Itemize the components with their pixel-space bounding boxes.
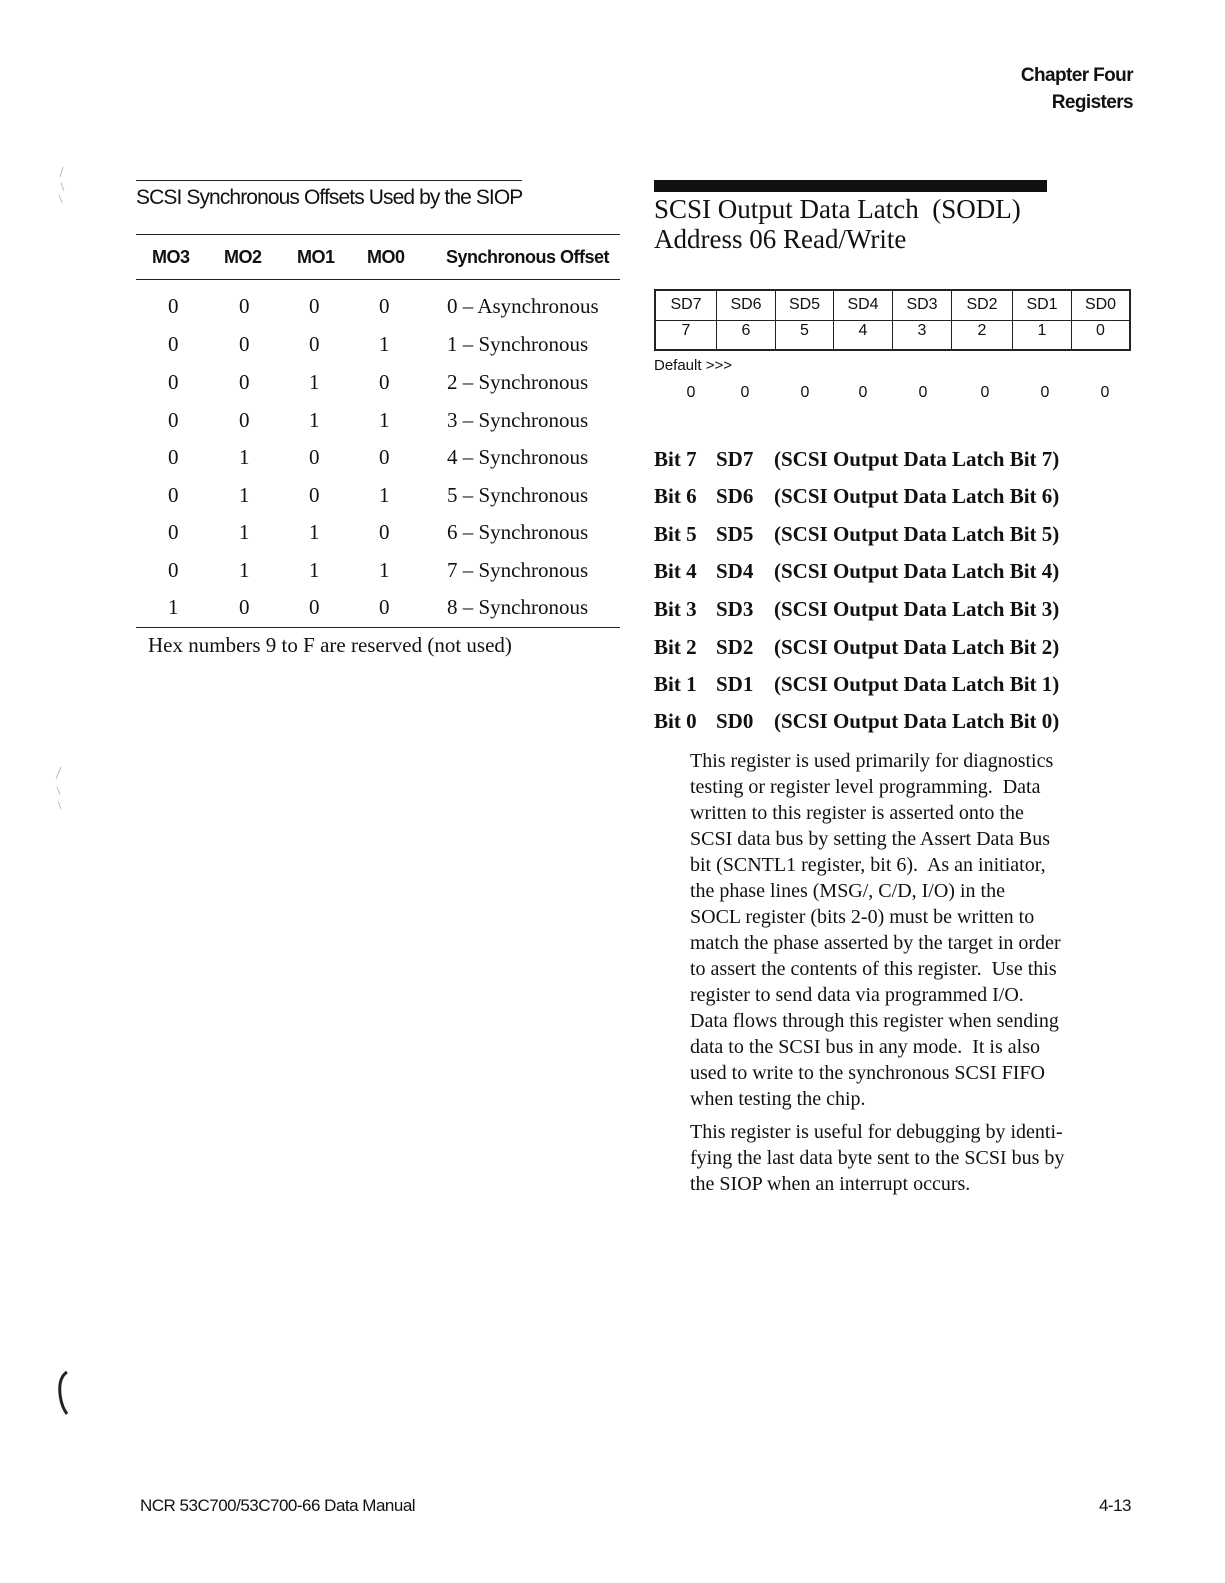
default-value: 0 [800,384,810,401]
page-number: 4-13 [1098,1496,1131,1515]
register-heading [654,194,1021,254]
bit-mnemonic: SD0 [716,709,754,733]
table-row [140,332,620,370]
bit-number: 2 [977,322,987,339]
cell-mo1: 0 [309,445,320,469]
cell-mo3: 0 [168,332,179,356]
text-line: written to this register is asserted onto the [690,802,1024,824]
table-note: Hex numbers 9 to F are reserved (not used) [148,633,512,657]
bit-name: SD1 [1026,296,1058,313]
text-line: the SIOP when an interrupt occurs. [690,1173,971,1195]
cell-mo0: 0 [379,595,390,619]
cell-mo1: 1 [309,370,320,394]
text-line: data to the SCSI bus in any mode. It is also [690,1036,1040,1058]
cell-mo3: 0 [168,520,179,544]
cell-offset: 6 – Synchronous [447,520,589,544]
cell-mo0: 1 [379,332,390,356]
bit-label: Bit 3 [654,597,697,621]
cell-mo1: 1 [309,408,320,432]
bit-name: SD0 [1084,296,1117,313]
table-row [140,558,620,596]
cell-mo3: 0 [168,370,179,394]
bit-mnemonic: SD3 [716,597,754,621]
bit-meaning: (SCSI Output Data Latch Bit 3) [774,597,1060,621]
bit-cell [776,291,834,349]
table-top-rule [136,234,620,235]
bit-cell [1072,291,1129,349]
cell-mo3: 0 [168,445,179,469]
chapter-header [1021,62,1133,116]
default-value: 0 [980,384,990,401]
default-value: 0 [918,384,928,401]
cell-offset: 0 – Asynchronous [447,294,599,318]
bit-meaning: (SCSI Output Data Latch Bit 7) [774,447,1060,471]
table-bottom-rule [136,627,620,628]
bit-label: Bit 7 [654,447,697,471]
col-header-mo0: MO0 [367,247,405,267]
default-value: 0 [858,384,868,401]
cell-mo1: 0 [309,332,320,356]
cell-mo3: 0 [168,483,179,507]
register-usage-paragraph [690,1119,1140,1197]
bit-mnemonic: SD1 [716,672,754,696]
bit-cell [893,291,952,349]
cell-offset: 8 – Synchronous [447,595,589,619]
bit-number: 4 [858,322,868,339]
table-row [140,445,620,483]
table-row [140,408,620,446]
col-header-mo1: MO1 [297,247,335,267]
bit-mnemonic: SD6 [716,484,754,508]
cell-mo0: 0 [379,445,390,469]
bit-cell [717,291,776,349]
header-rule [136,279,620,280]
cell-mo3: 1 [168,595,179,619]
bit-number: 3 [917,322,927,339]
bit-number: 0 [1096,322,1105,339]
text-line: testing or register level programming. Data [690,776,1041,798]
cell-mo0: 1 [379,408,390,432]
default-value: 0 [740,384,750,401]
bit-label: Bit 0 [654,709,697,733]
cell-mo2: 0 [239,332,250,356]
binding-mark [55,1368,71,1416]
text-line: This register is useful for debugging by identi- [690,1121,1063,1143]
bit-mnemonic: SD4 [716,559,754,583]
cell-mo2: 1 [239,520,250,544]
cell-mo1: 1 [309,558,320,582]
register-title: SCSI Output Data Latch (SODL) [654,194,1021,224]
offsets-table-title: SCSI Synchronous Offsets Used by the SIOP [136,186,523,209]
bit-name: SD6 [730,296,762,313]
table-row [140,294,620,332]
title-rule [136,180,522,181]
bit-label: Bit 4 [654,559,697,583]
cell-offset: 4 – Synchronous [447,445,589,469]
bit-cell [952,291,1013,349]
section-title: Registers [1051,92,1133,113]
cell-mo0: 0 [379,370,390,394]
cell-mo2: 1 [239,483,250,507]
footer-manual-title: NCR 53C700/53C700-66 Data Manual [140,1496,416,1515]
bit-label: Bit 5 [654,522,697,546]
register-address: Address 06 Read/Write [654,224,907,254]
text-line: when testing the chip. [690,1088,866,1110]
default-value: 0 [1040,384,1050,401]
text-line: Data flows through this register when sending [690,1010,1059,1032]
cell-mo2: 0 [239,370,250,394]
bit-name: SD2 [966,296,998,313]
bit-mnemonic: SD2 [716,635,754,659]
cell-mo1: 0 [309,483,320,507]
bit-meaning: (SCSI Output Data Latch Bit 6) [774,484,1060,508]
table-row [140,483,620,521]
text-line: match the phase asserted by the target in order [690,932,1061,954]
bit-cell [656,291,717,349]
cell-mo1: 0 [309,294,320,318]
cell-mo0: 1 [379,483,390,507]
cell-mo1: 0 [309,595,320,619]
bit-number: 6 [741,322,751,339]
cell-mo0: 1 [379,558,390,582]
bit-name: SD4 [847,296,879,313]
bit-mnemonic: SD5 [716,522,754,546]
cell-mo3: 0 [168,408,179,432]
cell-mo2: 1 [239,445,250,469]
bit-name: SD7 [670,296,702,313]
chapter-title: Chapter Four [1020,65,1133,86]
scan-speck [55,165,69,205]
register-bit-table [654,289,1131,351]
default-value: 0 [1100,384,1110,401]
cell-mo0: 0 [379,520,390,544]
bit-cell [1013,291,1072,349]
bit-name: SD5 [788,296,821,313]
bit-number: 5 [800,322,809,339]
text-line: This register is used primarily for diagnostics [690,750,1054,772]
bit-number: 1 [1037,322,1047,339]
text-line: used to write to the synchronous SCSI FIFO [690,1062,1045,1084]
bit-cell [834,291,893,349]
table-row [140,520,620,558]
cell-offset: 5 – Synchronous [447,483,589,507]
default-label: Default >>> [654,357,732,374]
text-line: to assert the contents of this register. Use this [690,958,1057,980]
cell-mo2: 1 [239,558,250,582]
bit-name: SD3 [906,296,938,313]
cell-offset: 1 – Synchronous [447,332,589,356]
scan-speck [52,765,66,811]
cell-mo3: 0 [168,294,179,318]
cell-mo3: 0 [168,558,179,582]
bit-label: Bit 1 [654,672,697,696]
bit-meaning: (SCSI Output Data Latch Bit 5) [774,522,1060,546]
bit-meaning: (SCSI Output Data Latch Bit 1) [774,672,1060,696]
text-line: SCSI data bus by setting the Assert Data Bus [690,828,1050,850]
bit-meaning: (SCSI Output Data Latch Bit 4) [774,559,1060,583]
bit-mnemonic: SD7 [716,447,754,471]
bit-number: 7 [681,322,691,339]
bit-meaning: (SCSI Output Data Latch Bit 2) [774,635,1060,659]
text-line: fying the last data byte sent to the SCSI bus by [690,1147,1065,1169]
bit-label: Bit 2 [654,635,697,659]
text-line: bit (SCNTL1 register, bit 6). As an initiator, [690,854,1046,876]
bit-label: Bit 6 [654,484,697,508]
cell-mo2: 0 [239,294,250,318]
default-value: 0 [686,384,696,401]
col-header-mo2: MO2 [224,247,262,267]
cell-offset: 2 – Synchronous [447,370,589,394]
text-line: the phase lines (MSG/, C/D, I/O) in the [690,880,1005,902]
text-line: register to send data via programmed I/O. [690,984,1024,1006]
cell-mo0: 0 [379,294,390,318]
text-line: SOCL register (bits 2-0) must be written to [690,906,1035,928]
register-description-paragraph [690,748,1140,1112]
col-header-offset: Synchronous Offset [446,247,610,267]
register-title-bar [654,180,1047,192]
cell-offset: 7 – Synchronous [447,558,589,582]
cell-offset: 3 – Synchronous [447,408,589,432]
col-header-mo3: MO3 [152,247,190,267]
cell-mo2: 0 [239,408,250,432]
cell-mo2: 0 [239,595,250,619]
table-row [140,370,620,408]
cell-mo1: 1 [309,520,320,544]
bit-meaning: (SCSI Output Data Latch Bit 0) [774,709,1060,733]
